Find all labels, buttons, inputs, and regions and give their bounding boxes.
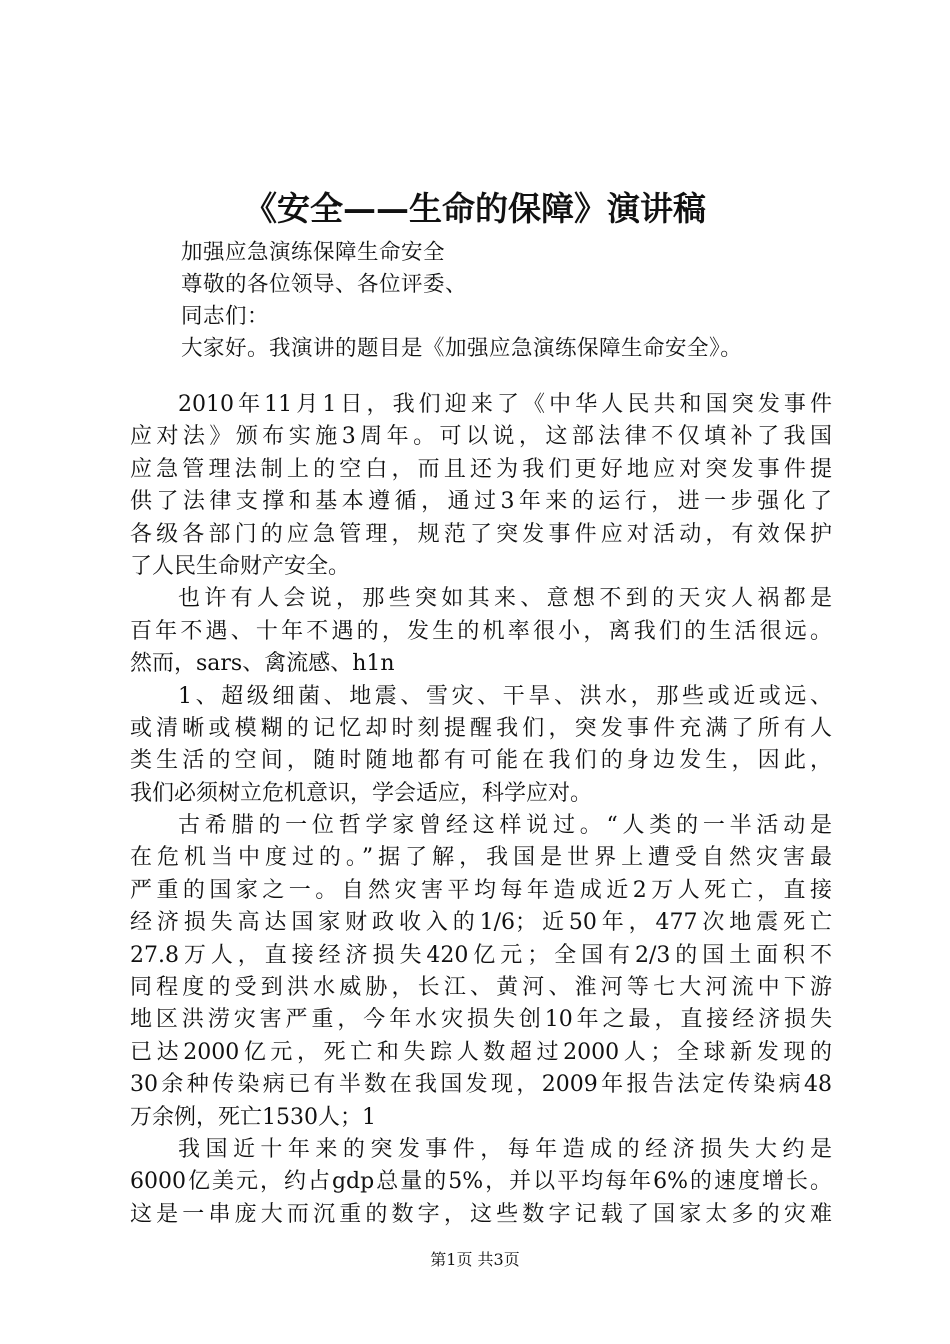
subtitle-line: 加强应急演练保障生命安全 [181, 240, 446, 265]
speech-body [130, 389, 832, 1231]
opening-line: 大家好。我演讲的题目是《加强应急演练保障生命安全》。 [181, 336, 743, 361]
body-line: 我们必须树立危机意识，学会适应，科学应对。 [130, 780, 593, 806]
body-line: 供了法律支撑和基本遵循，通过3年来的运行，进一步强化了 [130, 489, 832, 515]
body-line: 27.8万人，直接经济损失420亿元；全国有2/3的国土面积不 [130, 942, 832, 968]
body-line: 古希腊的一位哲学家曾经这样说过。“人类的一半活动是 [178, 813, 832, 839]
body-line: 类生活的空间，随时随地都有可能在我们的身边发生，因此， [130, 748, 832, 774]
salutation-line: 尊敬的各位领导、各位评委、 [181, 272, 468, 297]
body-line: 6000亿美元，约占gdp总量的5%，并以平均每年6%的速度增长。 [130, 1169, 832, 1195]
body-line: 同程度的受到洪水威胁，长江、黄河、淮河等七大河流中下游 [130, 975, 832, 1001]
salutation-block [181, 237, 881, 365]
body-line: 30余种传染病已有半数在我国发现，2009年报告法定传染病48 [130, 1072, 832, 1098]
body-line: 应急管理法制上的空白，而且还为我们更好地应对突发事件提 [130, 456, 832, 482]
body-line: 2010年11月1日，我们迎来了《中华人民共和国突发事件 [178, 392, 832, 417]
body-line: 经济损失高达国家财政收入的1/6；近50年，477次地震死亡 [130, 910, 832, 936]
body-line: 或清晰或模糊的记忆却时刻提醒我们，突发事件充满了所有人 [130, 715, 832, 741]
salutation-line: 同志们： [181, 304, 270, 329]
page-footer: 第1页 共3页 [430, 1250, 520, 1269]
document-title: 《安全——生命的保障》演讲稿 [244, 189, 706, 228]
body-line: 然而，sars、禽流感、h1n [130, 651, 395, 677]
body-line: 百年不遇、十年不遇的，发生的机率很小，离我们的生活很远。 [130, 618, 832, 644]
body-line: 地区洪涝灾害严重，今年水灾损失创10年之最，直接经济损失 [130, 1007, 832, 1033]
body-line: 1、超级细菌、地震、雪灾、干旱、洪水，那些或近或远、 [178, 683, 832, 709]
body-line: 应对法》颁布实施3周年。可以说，这部法律不仅填补了我国 [130, 424, 832, 450]
body-line: 我国近十年来的突发事件，每年造成的经济损失大约是 [178, 1136, 832, 1162]
body-line: 各级各部门的应急管理，规范了突发事件应对活动，有效保护 [130, 521, 832, 547]
body-line: 在危机当中度过的。”据了解，我国是世界上遭受自然灾害最 [130, 845, 832, 871]
body-line: 了人民生命财产安全。 [130, 553, 351, 579]
body-line: 万余例，死亡1530人；1 [130, 1104, 376, 1130]
body-line: 已达2000亿元，死亡和失踪人数超过2000人；全球新发现的 [130, 1039, 832, 1065]
body-line: 也许有人会说，那些突如其来、意想不到的天灾人祸都是 [178, 586, 832, 612]
body-line: 严重的国家之一。自然灾害平均每年造成近2万人死亡，直接 [130, 877, 832, 903]
body-line: 这是一串庞大而沉重的数字，这些数字记载了国家太多的灾难 [130, 1201, 832, 1227]
